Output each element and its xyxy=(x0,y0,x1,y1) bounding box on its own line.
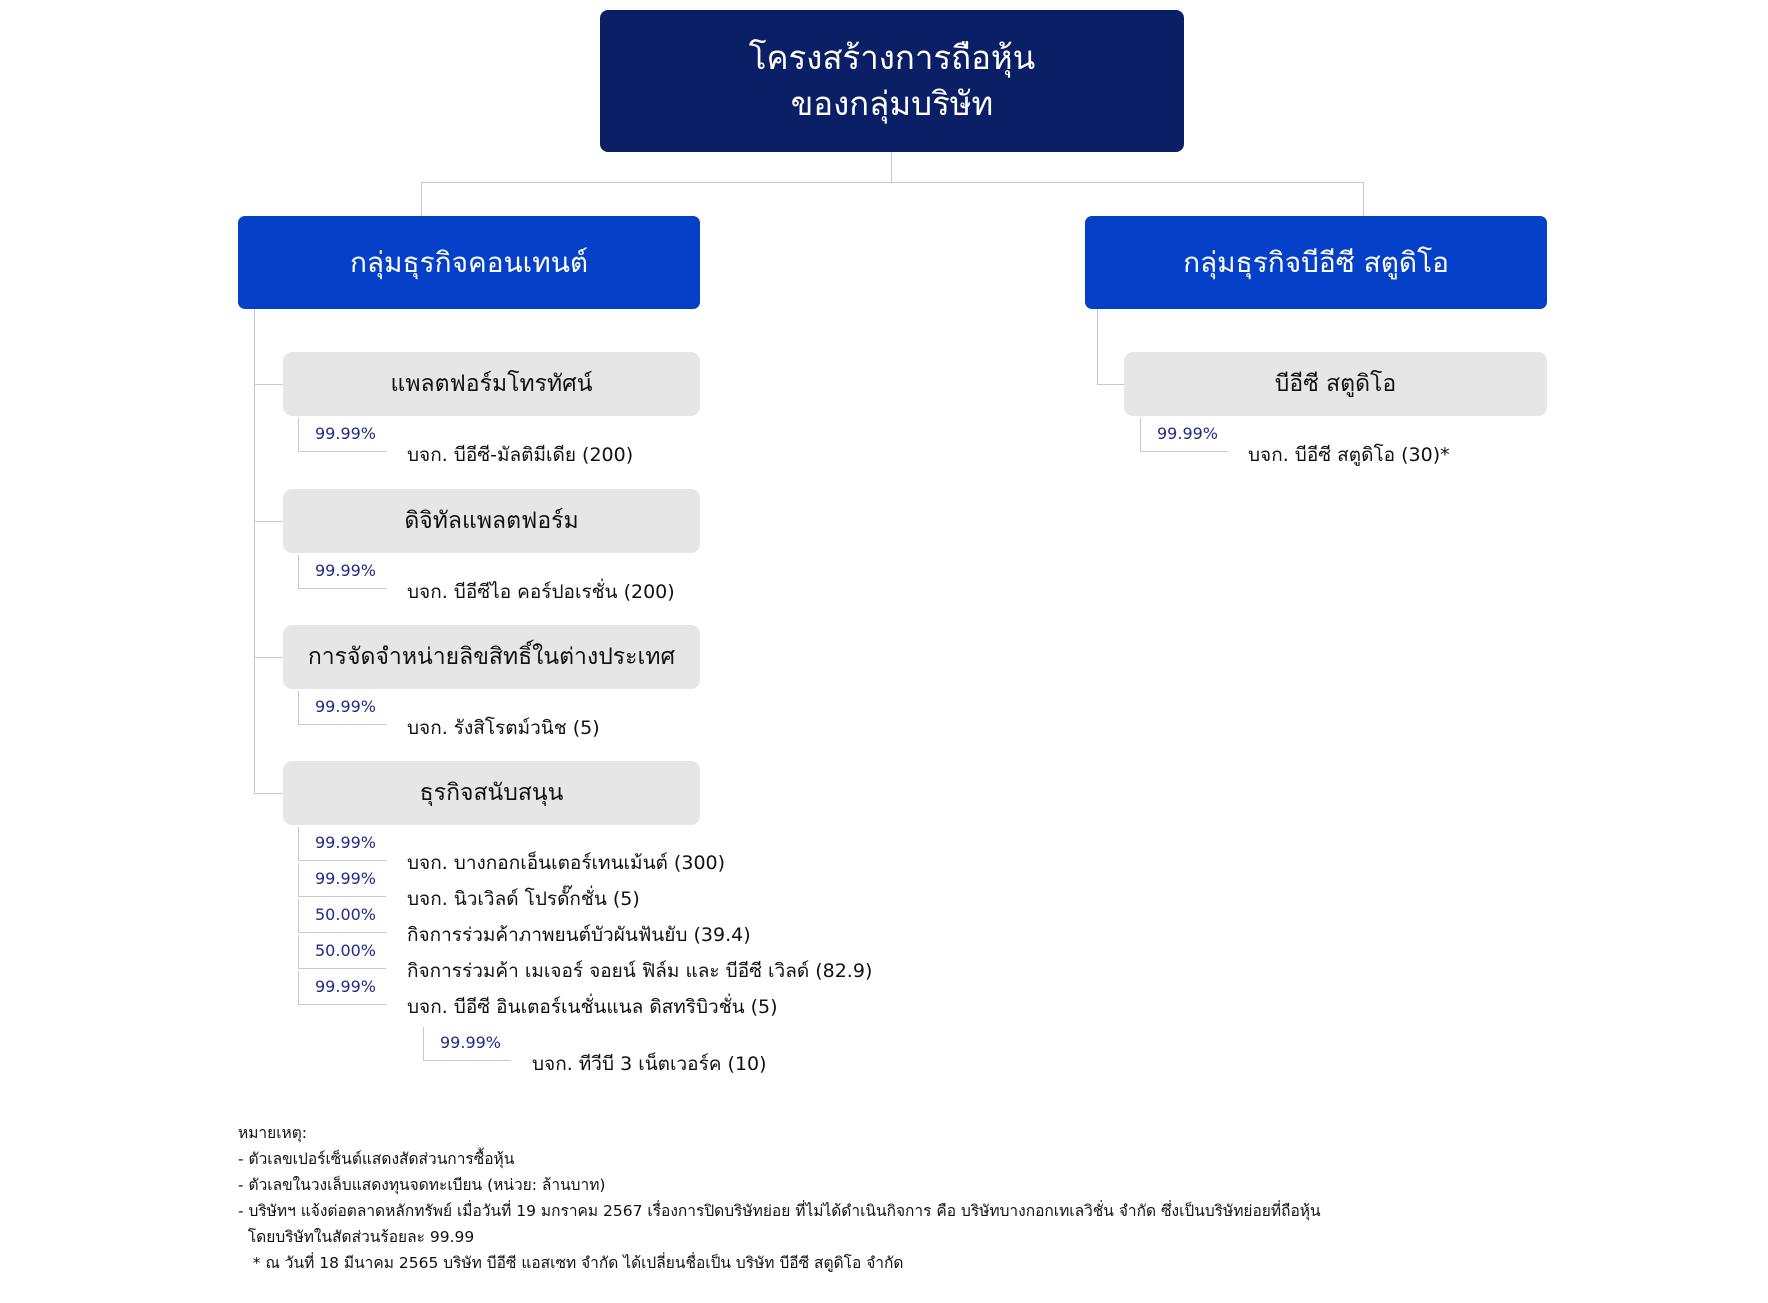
company-name: บจก. ทีวีบี 3 เน็ตเวอร์ค (10) xyxy=(532,1053,767,1075)
company-name: บจก. บีอีซี สตูดิโอ (30)* xyxy=(1248,444,1450,466)
category-support-business: ธุรกิจสนับสนุน xyxy=(283,761,700,825)
category-tv-platform: แพลตฟอร์มโทรทัศน์ xyxy=(283,352,700,416)
percent-label: 99.99% xyxy=(298,418,386,452)
connector-right-down xyxy=(1363,182,1364,216)
company-name: บจก. นิวเวิลด์ โปรดั๊กชั่น (5) xyxy=(407,888,640,910)
note-line: * ณ วันที่ 18 มีนาคม 2565 บริษัท บีอีซี แอสเซท จำกัด ได้เปลี่ยนชื่อเป็น บริษัท บีอีซี สตูดิโอ จำกัด xyxy=(238,1254,904,1272)
studio-group-header: กลุ่มธุรกิจบีอีซี สตูดิโอ xyxy=(1085,216,1547,309)
percent-label: 99.99% xyxy=(298,863,386,897)
notes-heading: หมายเหตุ: xyxy=(238,1124,308,1142)
percent-label: 99.99% xyxy=(423,1027,511,1061)
percent-label: 99.99% xyxy=(298,555,386,589)
content-spine xyxy=(254,309,255,794)
company-name: บจก. บีอีซีไอ คอร์ปอเรชั่น (200) xyxy=(407,581,675,603)
spine-branch-3 xyxy=(254,657,283,658)
spine-branch-1 xyxy=(254,384,283,385)
company-name: กิจการร่วมค้า เมเจอร์ จอยน์ ฟิล์ม และ บีอีซี เวิลด์ (82.9) xyxy=(407,960,873,982)
category-digital-platform: ดิจิทัลแพลตฟอร์ม xyxy=(283,489,700,553)
content-group-header: กลุ่มธุรกิจคอนเทนต์ xyxy=(238,216,700,309)
percent-label: 99.99% xyxy=(298,827,386,861)
note-line: - ตัวเลขในวงเล็บแสดงทุนจดทะเบียน (หน่วย: ล้านบาท) xyxy=(238,1176,606,1194)
company-name: บจก. บีอีซี อินเตอร์เนชั่นแนล ดิสทริบิวชั่น (5) xyxy=(407,996,778,1018)
percent-label: 99.99% xyxy=(298,971,386,1005)
company-name: บจก. รังสิโรตม์วนิช (5) xyxy=(407,717,600,739)
percent-label: 50.00% xyxy=(298,935,386,969)
spine-branch-4 xyxy=(254,793,283,794)
percent-label: 50.00% xyxy=(298,899,386,933)
category-international-licensing: การจัดจำหน่ายลิขสิทธิ์ในต่างประเทศ xyxy=(283,625,700,689)
connector-left-down xyxy=(421,182,422,216)
connector-horizontal xyxy=(421,182,1364,183)
studio-spine xyxy=(1097,309,1098,384)
note-line: - ตัวเลขเปอร์เซ็นต์แสดงสัดส่วนการซื้อหุ้น xyxy=(238,1150,515,1168)
percent-label: 99.99% xyxy=(298,691,386,725)
company-name: กิจการร่วมค้าภาพยนต์บัวผันฟันยับ (39.4) xyxy=(407,924,751,946)
title-line-2: ของกลุ่มบริษัท xyxy=(790,84,994,123)
note-line: โดยบริษัทในสัดส่วนร้อยละ 99.99 xyxy=(238,1228,475,1246)
notes xyxy=(238,1120,1321,1276)
percent-label: 99.99% xyxy=(1140,418,1228,452)
company-name: บจก. บีอีซี-มัลติมีเดีย (200) xyxy=(407,444,634,466)
connector-title-down xyxy=(891,152,892,182)
title-line-1: โครงสร้างการถือหุ้น xyxy=(748,38,1036,77)
note-line: - บริษัทฯ แจ้งต่อตลาดหลักทรัพย์ เมื่อวันที่ 19 มกราคม 2567 เรื่องการปิดบริษัทย่อย ที่ไม่ได้ดำเนินกิจการ คือ บริษัทบางกอกเทเลวิชั่น จำกัด ซึ่งเป็นบริษัทย่อยที่ถือหุ้น xyxy=(238,1202,1321,1220)
page-title xyxy=(600,10,1184,152)
studio-branch xyxy=(1097,384,1124,385)
spine-branch-2 xyxy=(254,521,283,522)
category-bec-studio: บีอีซี สตูดิโอ xyxy=(1124,352,1547,416)
company-name: บจก. บางกอกเอ็นเตอร์เทนเม้นต์ (300) xyxy=(407,852,726,874)
